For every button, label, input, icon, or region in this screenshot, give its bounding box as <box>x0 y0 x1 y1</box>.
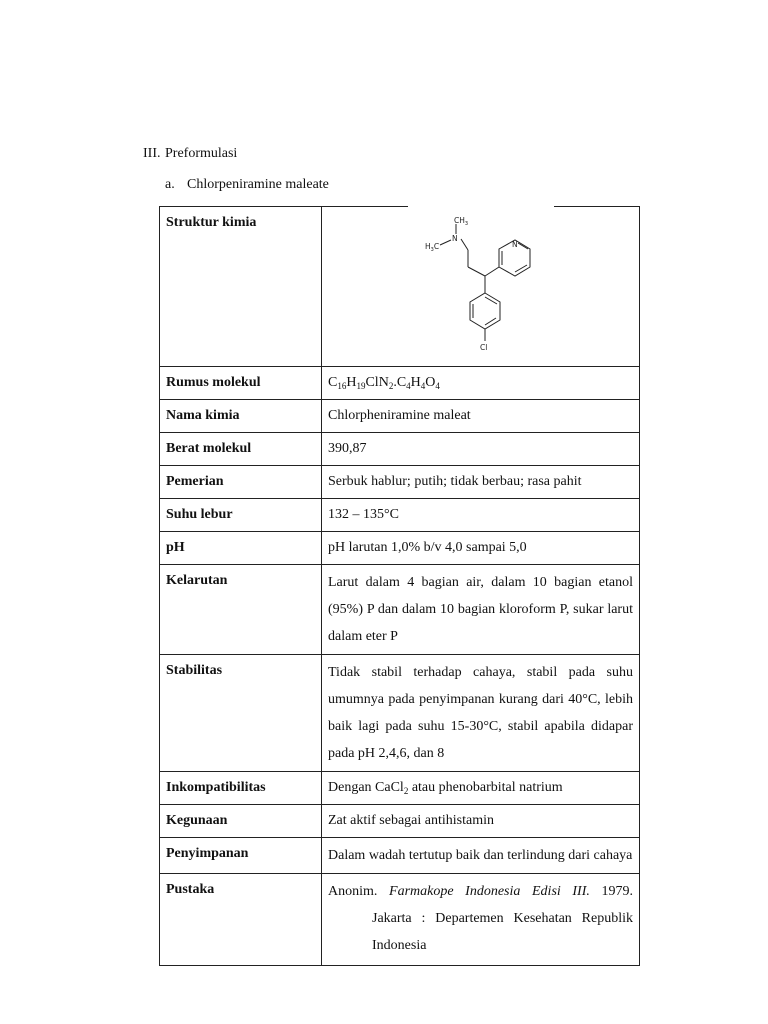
subsection-letter: a. <box>165 177 175 192</box>
preformulation-table <box>159 206 640 966</box>
methyl-left-label: $H_3C$ <box>425 242 440 253</box>
table-row <box>160 466 640 499</box>
row-value: Zat aktif sebagai antihistamin <box>322 805 640 838</box>
methyl-top-label: $CH_3$ <box>454 216 469 227</box>
row-value: 390,87 <box>322 433 640 466</box>
row-value: Larut dalam 4 bagian air, dalam 10 bagian etanol (95%) P dan dalam 10 bagian kloroform P, sukar larut dalam eter P <box>322 565 640 655</box>
row-label: Kegunaan <box>160 805 322 838</box>
row-value: Dengan CaCl$_2$ atau phenobarbital natrium <box>322 772 640 805</box>
row-label: Rumus molekul <box>160 367 322 400</box>
row-value: Dalam wadah tertutup baik dan terlindung dari cahaya <box>322 838 640 874</box>
row-label: Berat molekul <box>160 433 322 466</box>
table-row <box>160 655 640 772</box>
reference-line-3: Indonesia <box>372 938 427 953</box>
row-label: Penyimpanan <box>160 838 322 874</box>
reference-line-1 <box>328 878 633 905</box>
amine-n-label: N <box>452 234 458 243</box>
row-label: Inkompatibilitas <box>160 772 322 805</box>
row-label: Pemerian <box>160 466 322 499</box>
row-label: Kelarutan <box>160 565 322 655</box>
table-row <box>160 499 640 532</box>
row-value: Tidak stabil terhadap cahaya, stabil pada suhu umumnya pada penyimpanan kurang dari 40°C, lebih baik lagi pada suhu 15-30°C, stabil apabila didapar pada pH 2,4,6, dan 8 <box>322 655 640 772</box>
subsection-heading <box>165 177 329 193</box>
structure-cell <box>322 207 640 367</box>
reference-year: 1979. <box>601 884 634 899</box>
reference-title: Farmakope Indonesia Edisi III. <box>389 884 590 899</box>
row-value: pH larutan 1,0% b/v 4,0 sampai 5,0 <box>322 532 640 565</box>
table-row <box>160 532 640 565</box>
incompat-text-pre: Dengan CaCl <box>328 780 404 795</box>
row-label: Nama kimia <box>160 400 322 433</box>
table-row <box>160 772 640 805</box>
row-label: pH <box>160 532 322 565</box>
row-value: Serbuk hablur; putih; tidak berbau; rasa pahit <box>322 466 640 499</box>
table-row <box>160 838 640 874</box>
section-heading <box>143 146 237 162</box>
chlorine-label: Cl <box>480 343 488 352</box>
row-value: 132 – 135°C <box>322 499 640 532</box>
molecular-formula: $C_{16}H_{19}ClN_2.C_4H_4O_4$ <box>322 367 640 400</box>
row-label: Struktur kimia <box>160 207 322 367</box>
ring-n-label: N <box>512 240 518 249</box>
table-row <box>160 207 640 367</box>
table-row <box>160 874 640 966</box>
section-number: III. <box>143 146 161 161</box>
table-row <box>160 805 640 838</box>
section-title: Preformulasi <box>165 146 238 161</box>
subsection-title: Chlorpeniramine maleate <box>187 177 329 192</box>
table-row <box>160 367 640 400</box>
reference-cell <box>322 874 640 966</box>
reference-line-2: Jakarta : Departemen Kesehatan Republik <box>372 911 633 926</box>
row-label: Suhu lebur <box>160 499 322 532</box>
table-row <box>160 400 640 433</box>
incompat-text-post: atau phenobarbital natrium <box>408 780 563 795</box>
reference-author: Anonim. <box>328 884 378 899</box>
row-value: Chlorpheniramine maleat <box>322 400 640 433</box>
row-label: Stabilitas <box>160 655 322 772</box>
chemical-structure-diagram <box>408 205 554 361</box>
table-row <box>160 433 640 466</box>
table-row <box>160 565 640 655</box>
row-label: Pustaka <box>160 874 322 966</box>
